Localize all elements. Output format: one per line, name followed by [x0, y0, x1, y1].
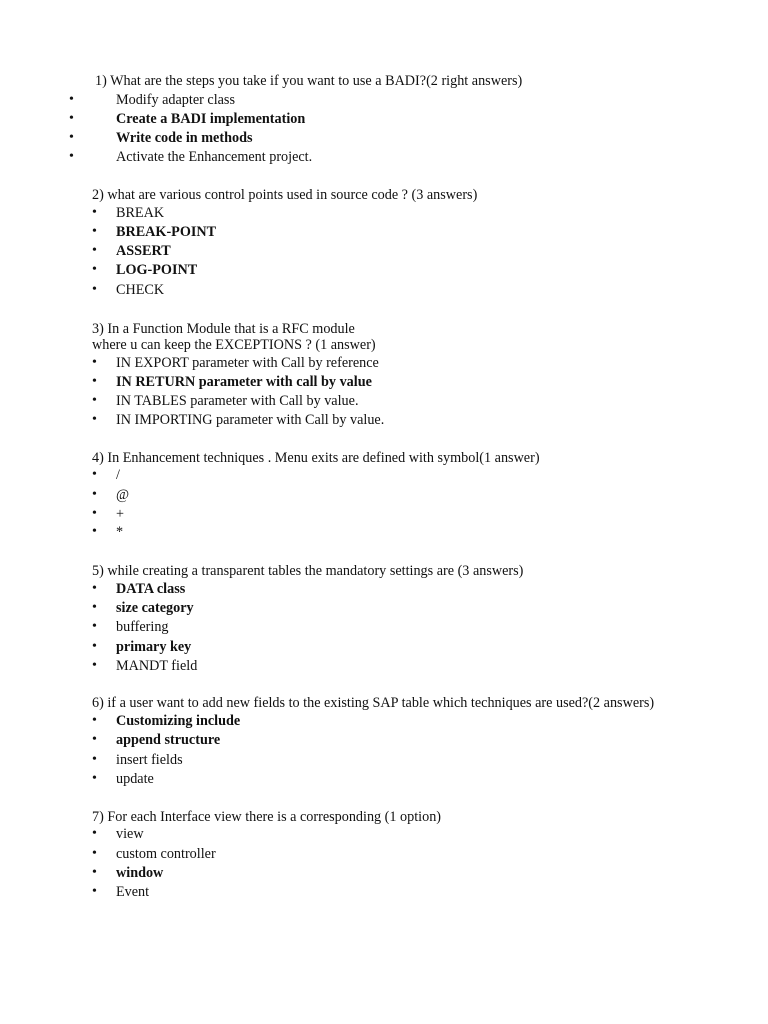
bullet-marker: • [92, 374, 97, 389]
answer-option-correct: IN RETURN parameter with call by value [116, 374, 372, 390]
question-text: 5) while creating a transparent tables the mandatory settings are (3 answers) [92, 563, 524, 579]
answer-option-correct: DATA class [116, 581, 186, 597]
answer-option: BREAK [116, 205, 165, 221]
answer-option: / [116, 467, 120, 483]
bullet-marker: • [92, 355, 97, 370]
bullet-marker: • [92, 224, 97, 239]
bullet-marker: • [92, 826, 97, 841]
answer-option: IN IMPORTING parameter with Call by value. [116, 412, 385, 428]
bullet-marker: • [92, 865, 97, 880]
answer-option: insert fields [116, 752, 183, 768]
answer-option: IN EXPORT parameter with Call by reference [116, 355, 379, 371]
bullet-marker: • [92, 393, 97, 408]
bullet-marker: • [92, 205, 97, 220]
answer-option: CHECK [116, 282, 165, 298]
answer-option: IN TABLES parameter with Call by value. [116, 393, 359, 409]
question-text: 7) For each Interface view there is a corresponding (1 option) [92, 809, 442, 825]
answer-option: buffering [116, 619, 169, 635]
question-text: 2) what are various control points used in source code ? (3 answers) [92, 187, 478, 203]
bullet-marker: • [92, 524, 97, 539]
answer-option-correct: window [116, 865, 164, 881]
bullet-marker: • [92, 884, 97, 899]
answer-option: @ [116, 487, 130, 503]
answer-option: + [116, 506, 125, 522]
bullet-marker: • [92, 412, 97, 427]
answer-option: Event [116, 884, 150, 900]
answer-option-correct: size category [116, 600, 194, 616]
answer-option: MANDT field [116, 658, 198, 674]
bullet-marker: • [92, 506, 97, 521]
answer-option: Modify adapter class [116, 92, 235, 108]
bullet-marker: • [92, 732, 97, 747]
bullet-marker: • [92, 282, 97, 297]
answer-option: custom controller [116, 846, 216, 862]
bullet-marker: • [92, 846, 97, 861]
bullet-marker: • [92, 771, 97, 786]
answer-option: view [116, 826, 144, 842]
bullet-marker: • [92, 639, 97, 654]
bullet-marker: • [92, 487, 97, 502]
question-text: where u can keep the EXCEPTIONS ? (1 answer) [92, 337, 376, 353]
bullet-marker: • [69, 111, 74, 126]
bullet-marker: • [92, 262, 97, 277]
answer-option: Activate the Enhancement project. [116, 149, 313, 165]
answer-option-correct: append structure [116, 732, 221, 748]
bullet-marker: • [92, 467, 97, 482]
question-text: 1) What are the steps you take if you want to use a BADI?(2 right answers) [95, 73, 523, 89]
answer-option: * [116, 524, 124, 540]
bullet-marker: • [92, 243, 97, 258]
bullet-marker: • [69, 149, 74, 164]
answer-option-correct: ASSERT [116, 243, 171, 259]
bullet-marker: • [92, 752, 97, 767]
answer-option-correct: LOG-POINT [116, 262, 198, 278]
question-text: 3) In a Function Module that is a RFC module [92, 321, 355, 337]
answer-option-correct: Write code in methods [116, 130, 253, 146]
answer-option-correct: Customizing include [116, 713, 241, 729]
answer-option-correct: BREAK-POINT [116, 224, 217, 240]
question-text: 6) if a user want to add new fields to the existing SAP table which techniques are used?(2 answers) [92, 695, 655, 711]
answer-option-correct: Create a BADI implementation [116, 111, 306, 127]
bullet-marker: • [92, 658, 97, 673]
bullet-marker: • [92, 600, 97, 615]
bullet-marker: • [69, 92, 74, 107]
bullet-marker: • [92, 619, 97, 634]
answer-option: update [116, 771, 154, 787]
bullet-marker: • [92, 713, 97, 728]
answer-option-correct: primary key [116, 639, 192, 655]
bullet-marker: • [69, 130, 74, 145]
bullet-marker: • [92, 581, 97, 596]
question-text: 4) In Enhancement techniques . Menu exits are defined with symbol(1 answer) [92, 450, 540, 466]
